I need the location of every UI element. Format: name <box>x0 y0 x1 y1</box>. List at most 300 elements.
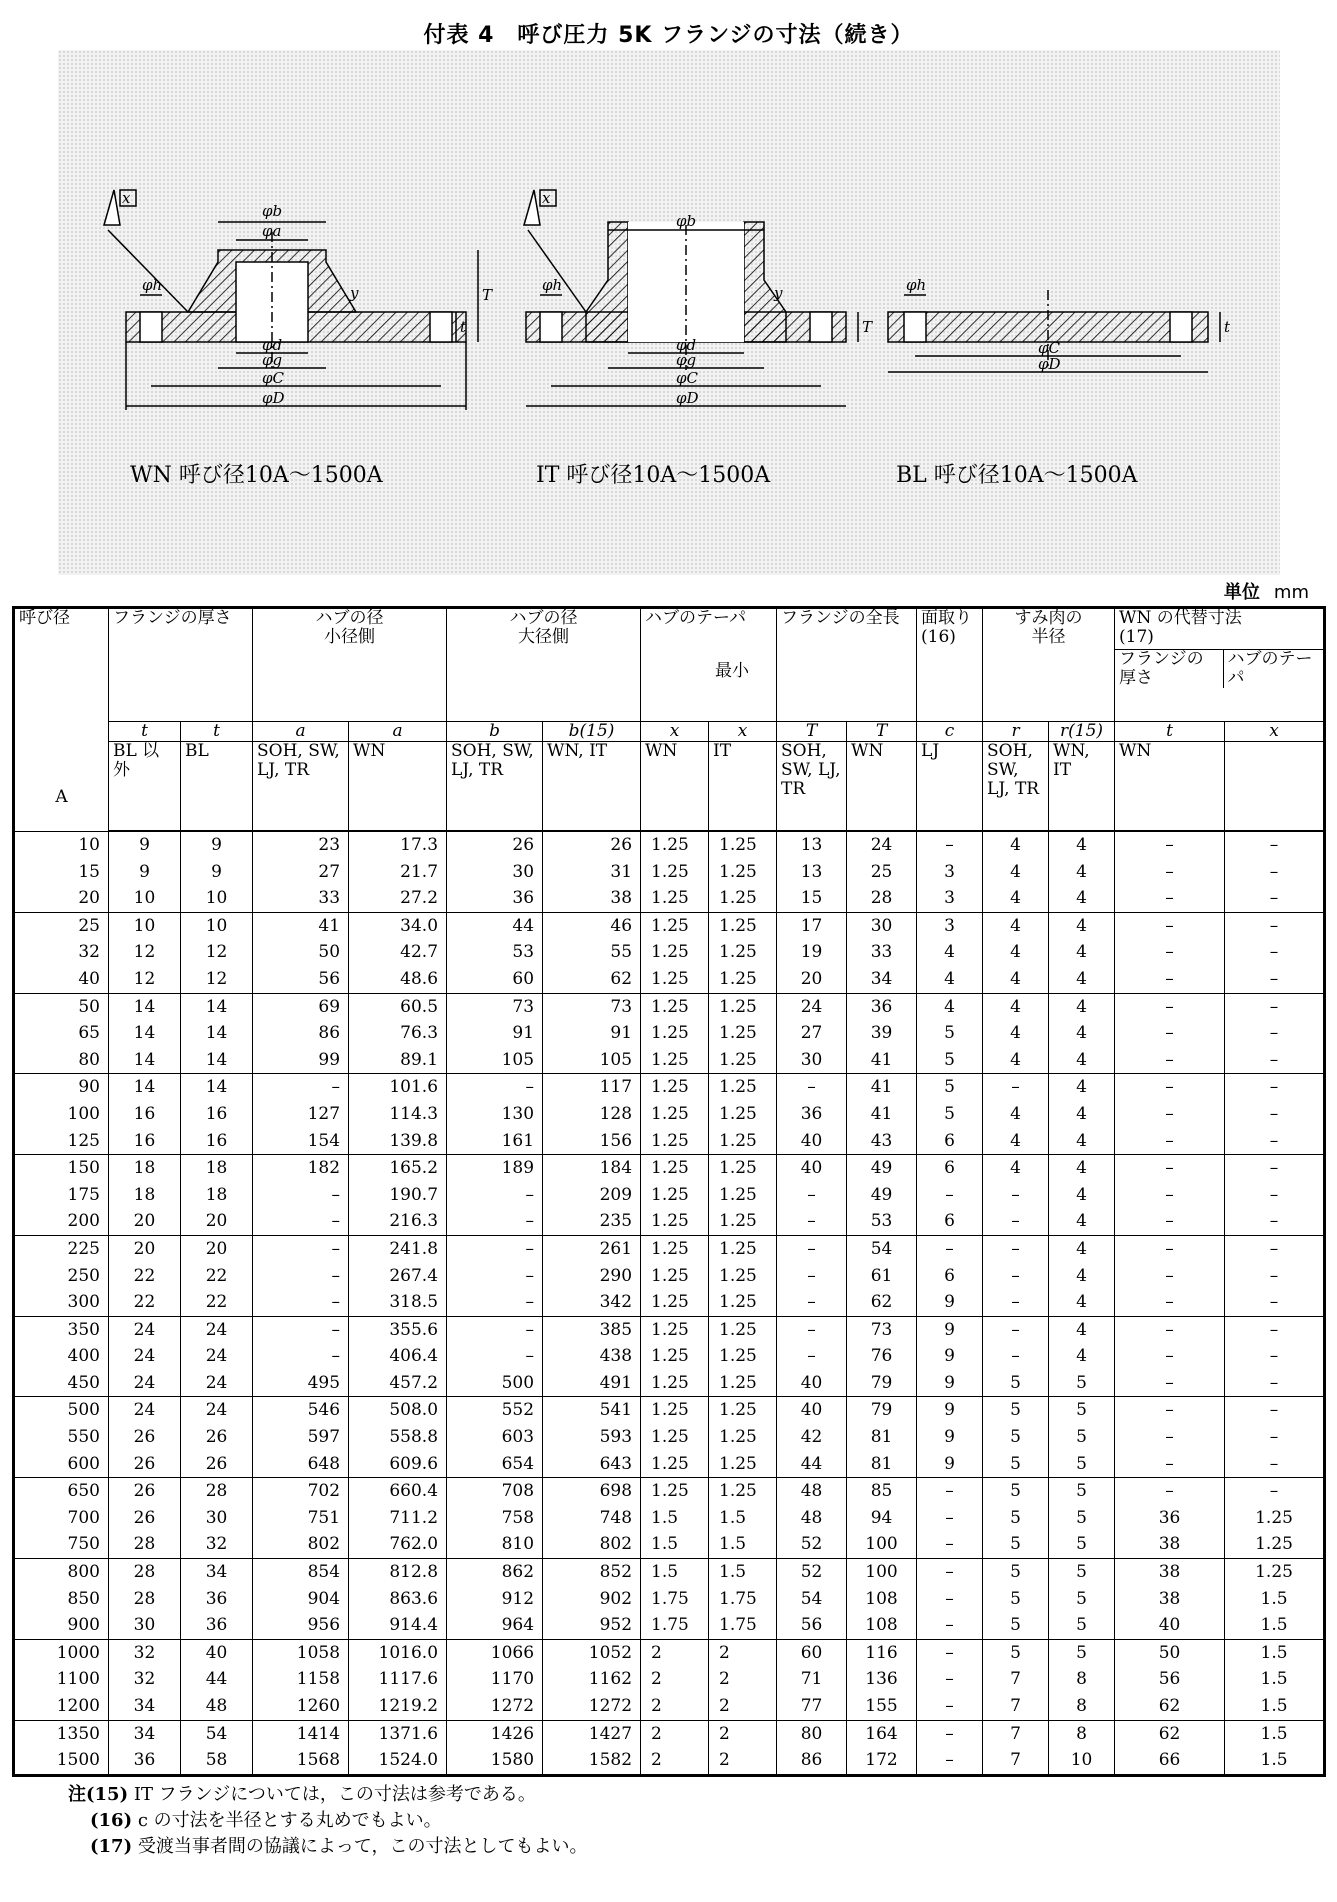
table-cell: – <box>1225 1289 1325 1316</box>
table-cell: 24 <box>109 1397 181 1424</box>
table-cell: 62 <box>847 1289 917 1316</box>
header-symbol: a <box>349 722 447 742</box>
header-taper: ハブのテーパ 最小 <box>641 608 777 722</box>
table-row <box>14 1208 1325 1235</box>
table-cell: 139.8 <box>349 1128 447 1155</box>
header-applies: WN, IT <box>543 742 641 832</box>
table-cell: 4 <box>1049 1235 1115 1262</box>
table-cell: 43 <box>847 1128 917 1155</box>
table-cell: 1.25 <box>641 1397 709 1424</box>
table-cell: 1066 <box>447 1639 543 1666</box>
table-cell: – <box>1225 831 1325 859</box>
table-cell: 89.1 <box>349 1047 447 1074</box>
table-cell: – <box>1225 1101 1325 1128</box>
table-cell: 964 <box>447 1612 543 1639</box>
table-cell: 40 <box>181 1639 253 1666</box>
table-cell: 1350 <box>14 1720 109 1747</box>
table-cell: 1.25 <box>641 1020 709 1047</box>
table-cell: – <box>253 1289 349 1316</box>
table-cell: 16 <box>181 1101 253 1128</box>
table-cell: 1582 <box>543 1747 641 1775</box>
table-cell: 1.25 <box>709 1208 777 1235</box>
table-cell: 290 <box>543 1263 641 1290</box>
table-cell: 32 <box>109 1639 181 1666</box>
table-cell: 1.75 <box>709 1612 777 1639</box>
table-cell: 546 <box>253 1397 349 1424</box>
table-cell: 1.75 <box>641 1586 709 1613</box>
svg-text:φC: φC <box>676 369 698 387</box>
table-cell: 184 <box>543 1155 641 1182</box>
table-cell: 41 <box>847 1047 917 1074</box>
table-cell: 5 <box>1049 1639 1115 1666</box>
table-cell: – <box>1225 885 1325 912</box>
table-cell: 5 <box>1049 1370 1115 1397</box>
table-cell: 1.25 <box>709 1263 777 1290</box>
table-cell: – <box>1225 966 1325 993</box>
table-cell: 128 <box>543 1101 641 1128</box>
table-row <box>14 1451 1325 1478</box>
table-cell: 4 <box>1049 966 1115 993</box>
table-cell: 41 <box>847 1101 917 1128</box>
table-cell: 105 <box>543 1047 641 1074</box>
table-row <box>14 1586 1325 1613</box>
table-row <box>14 885 1325 912</box>
footnote-17: (17) 受渡当事者間の協議によって，この寸法としてもよい。 <box>90 1836 588 1857</box>
table-cell: 18 <box>181 1155 253 1182</box>
table-cell: 172 <box>847 1747 917 1775</box>
table-cell: 86 <box>253 1020 349 1047</box>
table-cell: 4 <box>917 939 983 966</box>
table-cell: – <box>1115 1128 1225 1155</box>
table-cell: 1.25 <box>641 885 709 912</box>
table-cell: 1.5 <box>1225 1720 1325 1747</box>
table-cell: 5 <box>917 1101 983 1128</box>
table-row <box>14 1370 1325 1397</box>
table-cell: 20 <box>181 1235 253 1262</box>
table-cell: – <box>777 1074 847 1101</box>
table-row <box>14 831 1325 859</box>
table-cell: – <box>917 1531 983 1558</box>
svg-text:φD: φD <box>262 389 285 407</box>
table-cell: 342 <box>543 1289 641 1316</box>
footnotes <box>68 1782 587 1860</box>
table-cell: 40 <box>777 1155 847 1182</box>
table-cell: 27.2 <box>349 885 447 912</box>
table-cell: 1.25 <box>641 912 709 939</box>
table-cell: 24 <box>181 1343 253 1370</box>
table-cell: 1.5 <box>641 1559 709 1586</box>
table-cell: 1170 <box>447 1666 543 1693</box>
table-cell: 1.5 <box>709 1505 777 1532</box>
table-cell: 155 <box>847 1693 917 1720</box>
table-cell: 154 <box>253 1128 349 1155</box>
table-cell: 108 <box>847 1586 917 1613</box>
table-row <box>14 993 1325 1020</box>
table-cell: 9 <box>917 1289 983 1316</box>
table-cell: 30 <box>447 859 543 886</box>
table-cell: 1371.6 <box>349 1720 447 1747</box>
table-cell: 1.5 <box>1225 1666 1325 1693</box>
header-hub-small: ハブの径 小径側 <box>253 608 447 722</box>
table-cell: – <box>1115 1155 1225 1182</box>
table-cell: 500 <box>447 1370 543 1397</box>
table-cell: 1.25 <box>709 1101 777 1128</box>
table-cell: – <box>917 1505 983 1532</box>
table-cell: 81 <box>847 1424 917 1451</box>
table-cell: – <box>777 1343 847 1370</box>
table-cell: 40 <box>777 1397 847 1424</box>
svg-text:φa: φa <box>262 222 282 240</box>
table-cell: 2 <box>709 1666 777 1693</box>
table-cell: 457.2 <box>349 1370 447 1397</box>
table-cell: 24 <box>181 1316 253 1343</box>
table-cell: 26 <box>109 1478 181 1505</box>
header-chamfer: 面取り (16) <box>917 608 983 722</box>
table-cell: 34 <box>181 1559 253 1586</box>
table-cell: 42 <box>777 1424 847 1451</box>
table-cell: 552 <box>447 1397 543 1424</box>
table-cell: 802 <box>543 1531 641 1558</box>
table-cell: 1.25 <box>641 831 709 859</box>
table-cell: 22 <box>181 1289 253 1316</box>
header-length: フランジの全長 <box>777 608 917 722</box>
table-cell: 116 <box>847 1639 917 1666</box>
it-flange-drawing <box>524 189 873 407</box>
table-cell: 4 <box>1049 1020 1115 1047</box>
table-cell: 36 <box>181 1612 253 1639</box>
table-cell: 20 <box>14 885 109 912</box>
table-cell: 9 <box>917 1316 983 1343</box>
table-cell: 3 <box>917 859 983 886</box>
table-cell: – <box>917 1693 983 1720</box>
table-cell: – <box>1225 1316 1325 1343</box>
table-cell: – <box>983 1289 1049 1316</box>
table-cell: 42.7 <box>349 939 447 966</box>
table-cell: – <box>253 1263 349 1290</box>
table-cell: 94 <box>847 1505 917 1532</box>
table-cell: – <box>447 1289 543 1316</box>
table-cell: 852 <box>543 1559 641 1586</box>
table-cell: – <box>1115 1316 1225 1343</box>
table-cell: 32 <box>14 939 109 966</box>
table-cell: 1.25 <box>641 1128 709 1155</box>
table-row <box>14 1397 1325 1424</box>
table-cell: 1058 <box>253 1639 349 1666</box>
table-cell: – <box>777 1289 847 1316</box>
table-cell: 850 <box>14 1586 109 1613</box>
table-cell: 9 <box>181 831 253 859</box>
table-row <box>14 1343 1325 1370</box>
table-row <box>14 1128 1325 1155</box>
table-cell: 182 <box>253 1155 349 1182</box>
table-cell: 53 <box>447 939 543 966</box>
table-cell: 1.25 <box>641 1047 709 1074</box>
table-cell: 1.25 <box>1225 1531 1325 1558</box>
table-cell: 4 <box>1049 1101 1115 1128</box>
table-cell: 4 <box>1049 1074 1115 1101</box>
header-symbol: b <box>447 722 543 742</box>
table-cell: 2 <box>709 1720 777 1747</box>
table-cell: 175 <box>14 1182 109 1209</box>
table-row <box>14 1559 1325 1586</box>
table-cell: 5 <box>983 1586 1049 1613</box>
table-cell: – <box>1115 1020 1225 1047</box>
table-cell: – <box>917 1612 983 1639</box>
table-cell: 31 <box>543 859 641 886</box>
table-cell: 66 <box>1115 1747 1225 1775</box>
table-cell: 1.5 <box>1225 1747 1325 1775</box>
table-cell: 60 <box>447 966 543 993</box>
table-cell: 28 <box>109 1559 181 1586</box>
table-cell: 355.6 <box>349 1316 447 1343</box>
table-cell: – <box>447 1208 543 1235</box>
table-cell: 4 <box>1049 912 1115 939</box>
table-cell: 161 <box>447 1128 543 1155</box>
svg-text:φb: φb <box>676 212 697 230</box>
table-cell: 164 <box>847 1720 917 1747</box>
header-applies: WN <box>847 742 917 832</box>
table-cell: 1162 <box>543 1666 641 1693</box>
table-cell: 90 <box>14 1074 109 1101</box>
table-cell: 50 <box>14 993 109 1020</box>
table-cell: 26 <box>109 1451 181 1478</box>
table-cell: 30 <box>777 1047 847 1074</box>
table-cell: 4 <box>1049 1343 1115 1370</box>
table-cell: 1.25 <box>709 939 777 966</box>
table-cell: 62 <box>1115 1720 1225 1747</box>
table-cell: – <box>917 1182 983 1209</box>
table-cell: 13 <box>777 859 847 886</box>
table-cell: 648 <box>253 1451 349 1478</box>
table-cell: 24 <box>181 1397 253 1424</box>
header-applies: WN <box>349 742 447 832</box>
header-symbol: t <box>1115 722 1225 742</box>
table-cell: 26 <box>543 831 641 859</box>
table-cell: 225 <box>14 1235 109 1262</box>
table-cell: 1.25 <box>641 1263 709 1290</box>
table-cell: 1.25 <box>709 1478 777 1505</box>
svg-text:T: T <box>482 286 493 304</box>
table-cell: 6 <box>917 1128 983 1155</box>
table-cell: 5 <box>1049 1559 1115 1586</box>
table-cell: 2 <box>641 1639 709 1666</box>
table-cell: – <box>253 1208 349 1235</box>
table-cell: 1.25 <box>1225 1559 1325 1586</box>
table-cell: 24 <box>777 993 847 1020</box>
table-cell: 60.5 <box>349 993 447 1020</box>
table-cell: – <box>253 1343 349 1370</box>
table-cell: 4 <box>1049 1047 1115 1074</box>
table-cell: 5 <box>983 1612 1049 1639</box>
table-row <box>14 1666 1325 1693</box>
table-cell: 62 <box>543 966 641 993</box>
header-nominal: 呼び径 A <box>14 608 109 832</box>
table-cell: – <box>1225 1208 1325 1235</box>
table-cell: – <box>1225 1370 1325 1397</box>
table-cell: 1.25 <box>641 1343 709 1370</box>
table-cell: 5 <box>917 1074 983 1101</box>
table-cell: 609.6 <box>349 1451 447 1478</box>
table-cell: 54 <box>847 1235 917 1262</box>
table-cell: 4 <box>983 939 1049 966</box>
header-applies: SOH, SW, LJ, TR <box>777 742 847 832</box>
svg-text:φC: φC <box>262 369 284 387</box>
table-cell: – <box>917 1586 983 1613</box>
table-header <box>14 608 1325 832</box>
table-cell: 7 <box>983 1693 1049 1720</box>
table-cell: 2 <box>641 1747 709 1775</box>
table-cell: 956 <box>253 1612 349 1639</box>
table-cell: 241.8 <box>349 1235 447 1262</box>
table-cell: – <box>1225 912 1325 939</box>
table-cell: 1.25 <box>641 1155 709 1182</box>
table-cell: 5 <box>1049 1451 1115 1478</box>
table-cell: – <box>917 1747 983 1775</box>
table-cell: 4 <box>1049 1289 1115 1316</box>
table-cell: 56 <box>1115 1666 1225 1693</box>
header-applies: WN, IT <box>1049 742 1115 832</box>
table-cell: 32 <box>181 1531 253 1558</box>
table-cell: 40 <box>777 1370 847 1397</box>
table-cell: 250 <box>14 1263 109 1290</box>
table-cell: 5 <box>983 1370 1049 1397</box>
header-symbol: r(15) <box>1049 722 1115 742</box>
table-cell: 1.75 <box>709 1586 777 1613</box>
figure-label-it: IT 呼び径10A～1500A <box>536 463 771 488</box>
table-cell: 4 <box>983 1128 1049 1155</box>
table-cell: 1.25 <box>641 1101 709 1128</box>
table-cell: 4 <box>983 912 1049 939</box>
table-cell: 812.8 <box>349 1559 447 1586</box>
header-applies: IT <box>709 742 777 832</box>
table-cell: 4 <box>983 1155 1049 1182</box>
table-cell: 40 <box>1115 1612 1225 1639</box>
svg-text:y: y <box>774 284 783 302</box>
svg-text:φh: φh <box>906 276 927 294</box>
header-alt: WN の代替寸法 (17) フランジの厚さ ハブのテーパ <box>1115 608 1325 722</box>
table-cell: 400 <box>14 1343 109 1370</box>
table-cell: 802 <box>253 1531 349 1558</box>
table-cell: 60 <box>777 1639 847 1666</box>
table-cell: 1.5 <box>1225 1586 1325 1613</box>
table-cell: 26 <box>447 831 543 859</box>
table-cell: – <box>1225 993 1325 1020</box>
table-cell: 5 <box>1049 1612 1115 1639</box>
table-cell: 100 <box>847 1559 917 1586</box>
table-cell: 17 <box>777 912 847 939</box>
table-cell: – <box>1115 1047 1225 1074</box>
table-cell: 30 <box>109 1612 181 1639</box>
table-cell: 541 <box>543 1397 641 1424</box>
figure-label-bl: BL 呼び径10A～1500A <box>896 463 1138 488</box>
table-cell: – <box>1115 1451 1225 1478</box>
table-cell: 597 <box>253 1424 349 1451</box>
table-cell: 1.25 <box>709 1235 777 1262</box>
table-cell: 19 <box>777 939 847 966</box>
page-title: 付表 4 呼び圧力 5K フランジの寸法（続き） <box>423 23 914 48</box>
table-cell: – <box>777 1235 847 1262</box>
table-cell: 25 <box>847 859 917 886</box>
svg-text:x: x <box>122 189 131 207</box>
table-cell: 15 <box>14 859 109 886</box>
table-cell: 48 <box>777 1505 847 1532</box>
table-cell: 10 <box>109 885 181 912</box>
table-cell: 17.3 <box>349 831 447 859</box>
table-cell: 643 <box>543 1451 641 1478</box>
header-symbol: t <box>109 722 181 742</box>
table-cell: 1580 <box>447 1747 543 1775</box>
table-cell: 16 <box>109 1101 181 1128</box>
table-cell: 4 <box>1049 1128 1115 1155</box>
table-cell: 76 <box>847 1343 917 1370</box>
table-cell: 76.3 <box>349 1020 447 1047</box>
table-cell: 5 <box>983 1478 1049 1505</box>
table-row <box>14 1047 1325 1074</box>
table-cell: 28 <box>109 1531 181 1558</box>
table-cell: 750 <box>14 1531 109 1558</box>
table-cell: 54 <box>181 1720 253 1747</box>
table-cell: 4 <box>983 831 1049 859</box>
table-cell: 1117.6 <box>349 1666 447 1693</box>
table-cell: 558.8 <box>349 1424 447 1451</box>
table-cell: 48 <box>777 1478 847 1505</box>
figure-label-wn: WN 呼び径10A～1500A <box>130 463 383 488</box>
table-cell: 1.25 <box>709 1047 777 1074</box>
table-cell: – <box>777 1182 847 1209</box>
table-cell: 127 <box>253 1101 349 1128</box>
table-cell: 130 <box>447 1101 543 1128</box>
svg-text:t: t <box>460 318 467 336</box>
table-row <box>14 1478 1325 1505</box>
table-cell: – <box>447 1074 543 1101</box>
table-cell: 4 <box>1049 939 1115 966</box>
table-cell: 1.25 <box>709 1343 777 1370</box>
header-symbol: r <box>983 722 1049 742</box>
table-cell: 7 <box>983 1720 1049 1747</box>
table-cell: 1.25 <box>709 1020 777 1047</box>
table-cell: 58 <box>181 1747 253 1775</box>
table-cell: 8 <box>1049 1693 1115 1720</box>
table-cell: 5 <box>1049 1531 1115 1558</box>
table-cell: 91 <box>447 1020 543 1047</box>
table-cell: 758 <box>447 1505 543 1532</box>
table-cell: 20 <box>109 1208 181 1235</box>
flange-drawings <box>58 50 1280 575</box>
table-cell: 9 <box>109 859 181 886</box>
svg-text:φg: φg <box>676 351 697 369</box>
table-row <box>14 966 1325 993</box>
table-cell: 20 <box>181 1208 253 1235</box>
table-cell: 55 <box>543 939 641 966</box>
table-cell: 9 <box>917 1451 983 1478</box>
table-cell: 27 <box>253 859 349 886</box>
table-cell: 50 <box>253 939 349 966</box>
table-cell: 1426 <box>447 1720 543 1747</box>
bl-flange-drawing <box>888 276 1231 373</box>
table-cell: 108 <box>847 1612 917 1639</box>
table-cell: 12 <box>109 966 181 993</box>
table-cell: – <box>983 1208 1049 1235</box>
table-cell: 1.25 <box>709 912 777 939</box>
table-cell: 1.5 <box>709 1559 777 1586</box>
table-cell: 1.25 <box>641 1451 709 1478</box>
table-cell: – <box>1115 966 1225 993</box>
table-cell: 1.25 <box>641 939 709 966</box>
table-cell: 4 <box>983 1101 1049 1128</box>
header-symbol: x <box>1225 722 1325 742</box>
table-row <box>14 1505 1325 1532</box>
table-cell: 28 <box>109 1586 181 1613</box>
